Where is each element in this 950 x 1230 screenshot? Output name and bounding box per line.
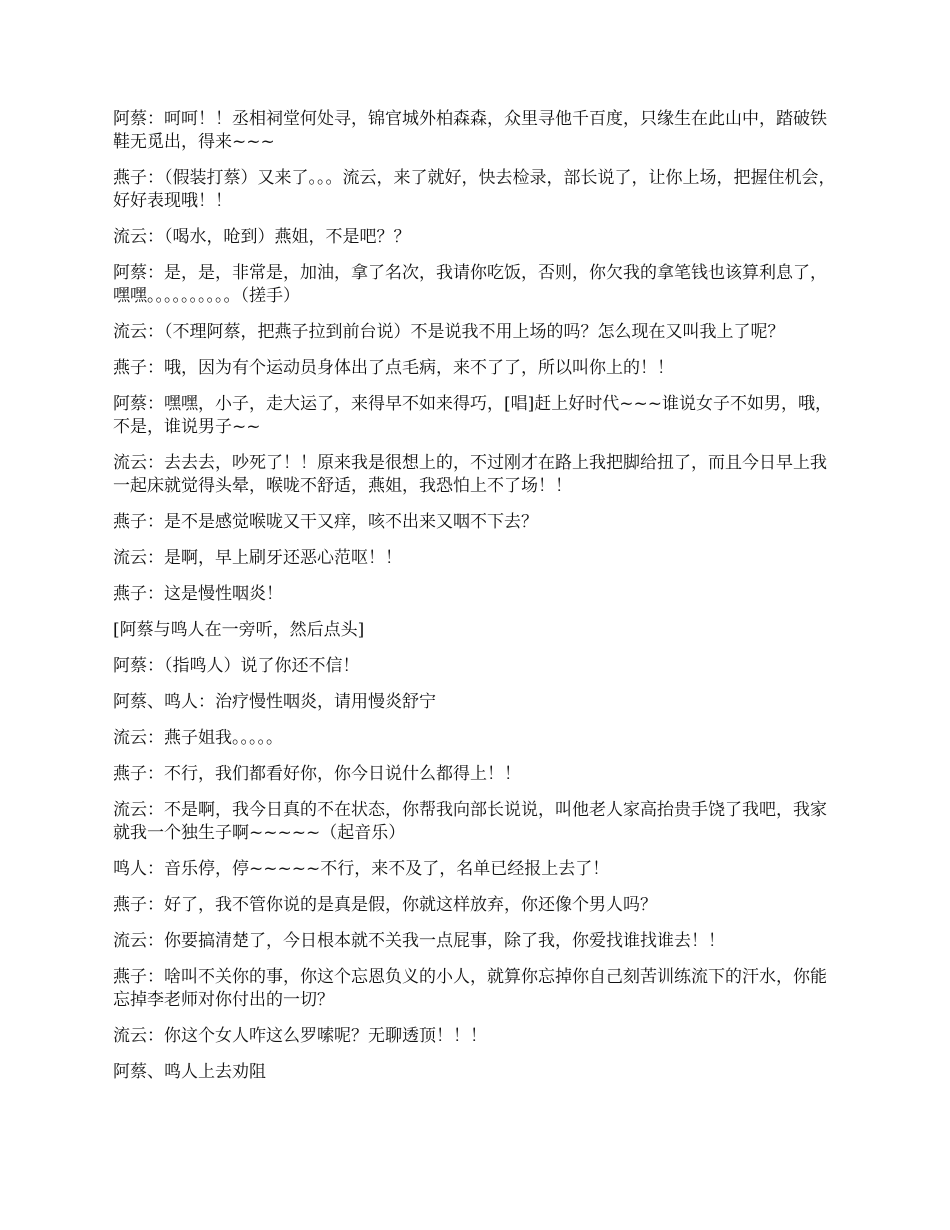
- dialogue-paragraph: 流云：燕子姐我。。。。。: [113, 728, 283, 748]
- dialogue-paragraph: 燕子：哦，因为有个运动员身体出了点毛病，来不了了，所以叫你上的！！: [113, 358, 674, 378]
- dialogue-paragraph: 燕子：好了，我不管你说的是真是假，你就这样放弃，你还像个男人吗？: [113, 895, 657, 915]
- dialogue-paragraph: 燕子：是不是感觉喉咙又干又痒，咳不出来又咽不下去？: [113, 512, 538, 532]
- dialogue-paragraph: 鸣人：音乐停，停~~~~~不行，来不及了，名单已经报上去了！: [113, 859, 610, 879]
- dialogue-paragraph: 流云：不是啊，我今日真的不在状态，你帮我向部长说说，叫他老人家高抬贵手饶了我吧，我家就我一个独生子啊~~~~~（起音乐）: [113, 800, 827, 843]
- dialogue-paragraph: 流云：去去去，吵死了！！原来我是很想上的，不过刚才在路上我把脚给扭了，而且今日早上我一起床就觉得头晕，喉咙不舒适，燕姐，我恐怕上不了场！！: [113, 453, 827, 496]
- script-body: [113, 108, 843, 1097]
- dialogue-paragraph: 阿蔡：是，是，非常是，加油，拿了名次，我请你吃饭，否则，你欠我的拿笔钱也该算利息了，嘿嘿。。。。。。。。。。（搓手）: [113, 263, 827, 306]
- dialogue-paragraph: 燕子：啥叫不关你的事，你这个忘恩负义的小人，就算你忘掉你自己刻苦训练流下的汗水，你能忘掉李老师对你付出的一切？: [113, 967, 827, 1010]
- dialogue-paragraph: 燕子：这是慢性咽炎！: [113, 584, 283, 604]
- dialogue-paragraph: 燕子：（假装打蔡）又来了。。。流云，来了就好，快去检录，部长说了，让你上场，把握住机会，好好表现哦！！: [113, 168, 836, 211]
- dialogue-paragraph: 流云：（喝水，呛到）燕姐，不是吧？？: [113, 227, 411, 247]
- dialogue-paragraph: 阿蔡：呵呵！！丞相祠堂何处寻，锦官城外柏森森，众里寻他千百度，只缘生在此山中，踏破铁鞋无觅出，得来~~~: [113, 109, 827, 152]
- dialogue-paragraph: 燕子：不行，我们都看好你，你今日说什么都得上！！: [113, 764, 521, 784]
- dialogue-paragraph: 流云：（不理阿蔡，把燕子拉到前台说）不是说我不用上场的吗？怎么现在又叫我上了呢？: [113, 322, 785, 342]
- stage-direction: 阿蔡、鸣人上去劝阻: [113, 1062, 266, 1082]
- stage-direction: [阿蔡与鸣人在一旁听，然后点头]: [113, 620, 365, 640]
- dialogue-paragraph: 阿蔡：（指鸣人）说了你还不信！: [113, 656, 360, 676]
- dialogue-paragraph: 阿蔡、鸣人：治疗慢性咽炎，请用慢炎舒宁: [113, 692, 436, 712]
- dialogue-paragraph: 流云：你要搞清楚了，今日根本就不关我一点屁事，除了我，你爱找谁找谁去！！: [113, 931, 725, 951]
- dialogue-paragraph: 流云：是啊，早上刷牙还恶心范呕！！: [113, 548, 402, 568]
- dialogue-paragraph: 阿蔡：嘿嘿，小子，走大运了，来得早不如来得巧，[唱]赶上好时代~~~谁说女子不如男，哦，不是，谁说男子~~: [113, 394, 832, 437]
- dialogue-paragraph: 流云：你这个女人咋这么罗嗦呢？无聊透顶！！！: [113, 1026, 487, 1046]
